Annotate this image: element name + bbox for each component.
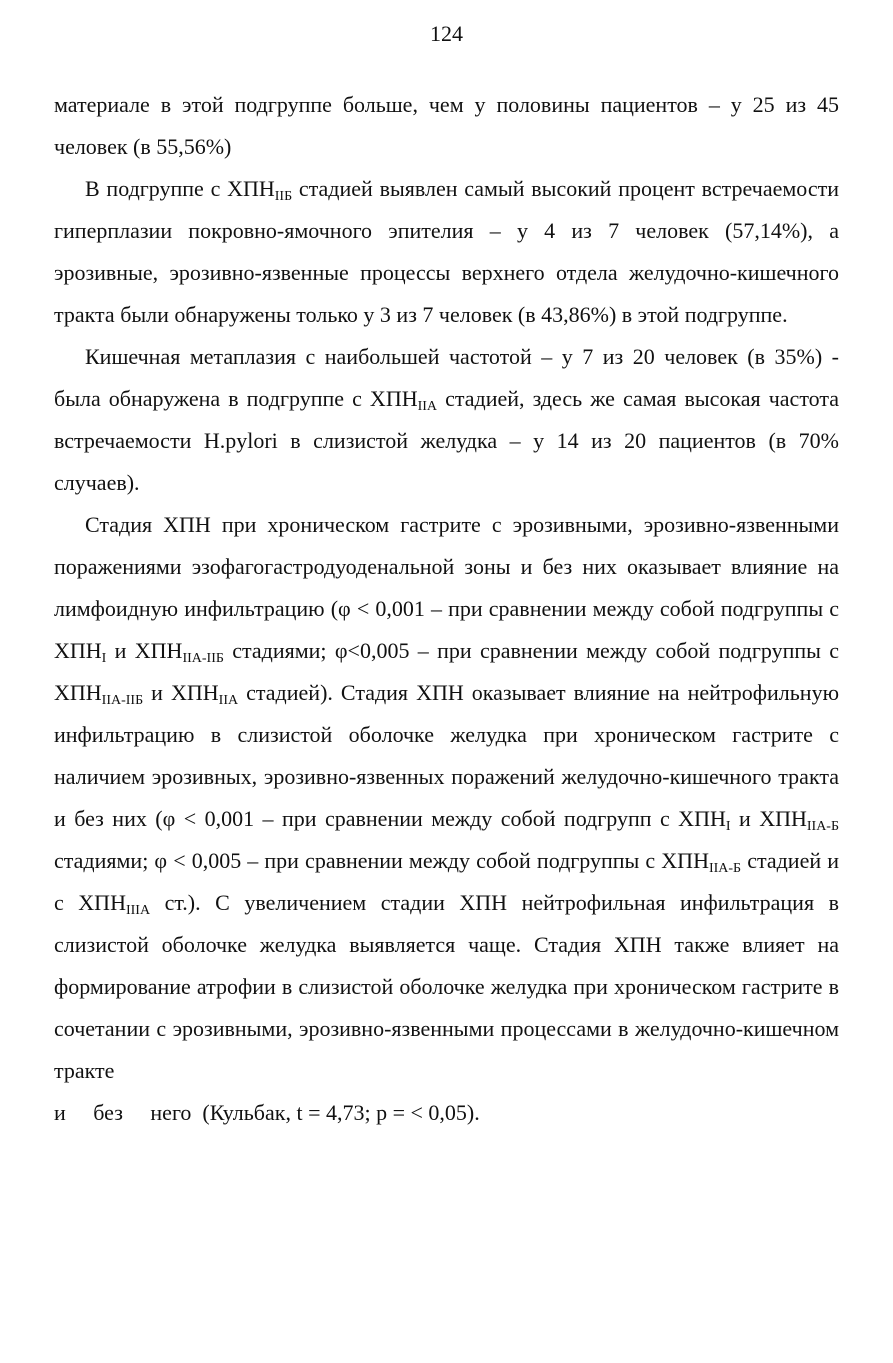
paragraph-4-text-8: стадией и с ХПН <box>54 848 839 915</box>
paragraph-4-text-9: ст.). С увеличением стадии ХПН нейтрофильная инфильтрация в слизистой оболочке желудка выявляется чаще. Стадия ХПН также влияет на формирование атрофии в слизистой оболочке желудка при хроническом гастрите в сочетании с эрозивными, эрозивно-язвенными процессами в желудочно-кишечном тракте <box>54 890 839 1083</box>
paragraph-4-last-line-text: и без него (Кульбак, t = 4,73; p = < 0,05). <box>54 1100 480 1125</box>
paragraph-4-text-5: стадией). Стадия ХПН оказывает влияние на нейтрофильную инфильтрацию в слизистой оболочке желудка при хроническом гастрите с наличием эрозивных, эрозивно-язвенных поражений желудочно-кишечного тракта и без них (φ < 0,001 – при сравнении между собой подгрупп с ХПН <box>54 680 840 831</box>
stage-subscript: I <box>725 819 731 834</box>
stage-subscript: IIА-Б <box>806 819 840 834</box>
stage-subscript: IIБ <box>274 189 293 204</box>
paragraph-4-text-6: и ХПН <box>730 806 807 831</box>
stage-subscript: IIА <box>417 399 438 414</box>
paragraph-4-text-3: стадиями; φ<0,005 – при сравнении между собой подгруппы с ХПН <box>54 638 840 705</box>
paragraph-3-text-2: стадией, здесь же самая высокая частота встречаемости H.pylori в слизистой желудка – у 14 из 20 пациентов (в 70% случаев). <box>54 386 839 495</box>
paragraph-2-text-2: стадией выявлен самый высокий процент встречаемости гиперплазии покровно-ямочного эпителия – у 4 из 7 человек (57,14%), а эрозивные, эрозивно-язвенные процессы верхнего отдела желудочно-кишечного тракта были обнаружены только у 3 из 7 человек (в 43,86%) в этой подгруппе. <box>54 176 839 327</box>
paragraph-4-text-7: стадиями; φ < 0,005 – при сравнении между собой подгруппы с ХПН <box>54 848 709 873</box>
stage-subscript: IIА <box>218 693 239 708</box>
stage-subscript: I <box>101 651 107 666</box>
page-number: 124 <box>430 21 463 46</box>
paragraph-4-text-2: и ХПН <box>106 638 183 663</box>
document-body <box>54 84 839 1134</box>
paragraph-2-text-1: В подгруппе с ХПН <box>85 176 275 201</box>
stage-subscript: IIIА <box>125 903 151 918</box>
paragraph-1-text: материале в этой подгруппе больше, чем у половины пациентов – у 25 из 45 человек (в 55,56%) <box>54 92 839 159</box>
paragraph-4-text-1: Стадия ХПН при хроническом гастрите с эрозивными, эрозивно-язвенными поражениями эзофагогастродуоденальной зоны и без них оказывает влияние на лимфоидную инфильтрацию (φ < 0,001 – при сравнении между собой подгруппы с ХПН <box>54 512 839 663</box>
stage-subscript: IIА-IIБ <box>101 693 144 708</box>
paragraph-3 <box>54 336 839 504</box>
stage-subscript: IIА-IIБ <box>182 651 224 666</box>
paragraph-4-last-line <box>54 1092 839 1134</box>
stage-subscript: IIА-Б <box>708 861 742 876</box>
paragraph-3-text-1: Кишечная метаплазия с наибольшей частотой – у 7 из 20 человек (в 35%) - была обнаружена в подгруппе с ХПН <box>54 344 839 411</box>
paragraph-1 <box>54 84 839 168</box>
paragraph-4 <box>54 504 839 1092</box>
paragraph-4-text-4: и ХПН <box>143 680 219 705</box>
paragraph-2 <box>54 168 839 336</box>
